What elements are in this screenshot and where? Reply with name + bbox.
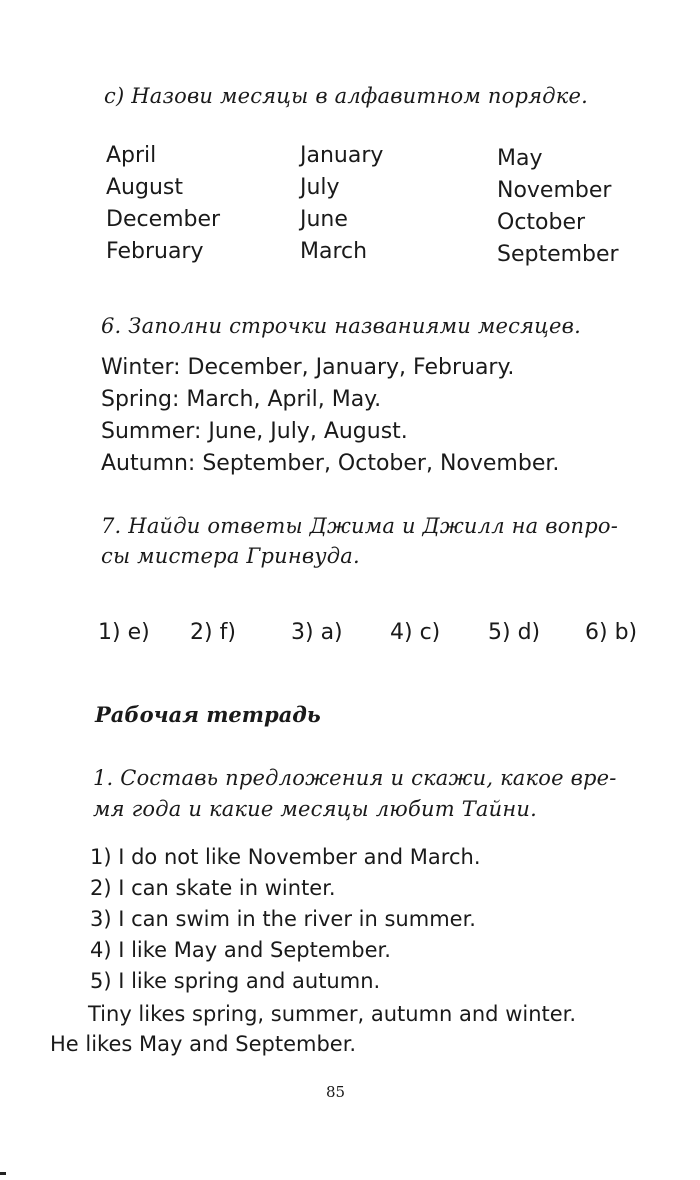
page-number: 85 bbox=[326, 1083, 346, 1101]
season-line: Autumn: September, October, November. bbox=[101, 451, 560, 476]
month-item: July bbox=[300, 175, 340, 200]
season-line: Summer: June, July, August. bbox=[101, 419, 408, 444]
workbook-heading: Рабочая тетрадь bbox=[95, 702, 321, 727]
month-item: September bbox=[497, 242, 619, 267]
season-line: Winter: December, January, February. bbox=[101, 355, 515, 380]
month-item: May bbox=[497, 146, 543, 171]
sentence-line: 4) I like May and September. bbox=[90, 938, 391, 962]
answer-item: 3) a) bbox=[291, 620, 343, 645]
sentence-line: 1) I do not like November and March. bbox=[90, 845, 481, 869]
sentences-list bbox=[90, 842, 481, 997]
task-c-instruction: с) Назови месяцы в алфавитном порядке. bbox=[104, 84, 588, 108]
month-item: June bbox=[300, 207, 348, 232]
task-7-instruction-line1: 7. Найди ответы Джима и Джилл на вопро- bbox=[101, 514, 619, 538]
summary-line-1: Tiny likes spring, summer, autumn and winter. bbox=[88, 1002, 577, 1026]
scan-edge-mark bbox=[0, 1172, 6, 1175]
task-7-instruction-line2: сы мистера Гринвуда. bbox=[101, 544, 360, 568]
months-column-3 bbox=[497, 143, 619, 271]
month-item: January bbox=[300, 143, 384, 168]
months-column-2 bbox=[300, 140, 383, 268]
month-item: April bbox=[106, 143, 157, 168]
task-6-instruction: 6. Заполни строчки названиями месяцев. bbox=[101, 314, 581, 338]
months-column-1 bbox=[106, 140, 220, 268]
month-item: October bbox=[497, 210, 586, 235]
month-item: December bbox=[106, 207, 221, 232]
month-item: August bbox=[106, 175, 183, 200]
workbook-task-1-line2: мя года и какие месяцы любит Тайни. bbox=[93, 797, 537, 821]
sentence-line: 3) I can swim in the river in summer. bbox=[90, 907, 476, 931]
answer-item: 5) d) bbox=[488, 620, 541, 645]
season-line: Spring: March, April, May. bbox=[101, 387, 382, 412]
workbook-task-1-line1: 1. Составь предложения и скажи, какое вре- bbox=[93, 766, 617, 790]
sentence-line: 2) I can skate in winter. bbox=[90, 876, 336, 900]
sentence-line: 5) I like spring and autumn. bbox=[90, 969, 381, 993]
month-item: February bbox=[106, 239, 204, 264]
answer-item: 6) b) bbox=[585, 620, 638, 645]
month-item: March bbox=[300, 239, 368, 264]
answer-item: 1) e) bbox=[98, 620, 150, 645]
seasons-list bbox=[101, 352, 559, 480]
answer-item: 2) f) bbox=[190, 620, 236, 645]
month-item: November bbox=[497, 178, 612, 203]
answer-item: 4) c) bbox=[390, 620, 441, 645]
summary-line-2: He likes May and September. bbox=[50, 1032, 357, 1056]
